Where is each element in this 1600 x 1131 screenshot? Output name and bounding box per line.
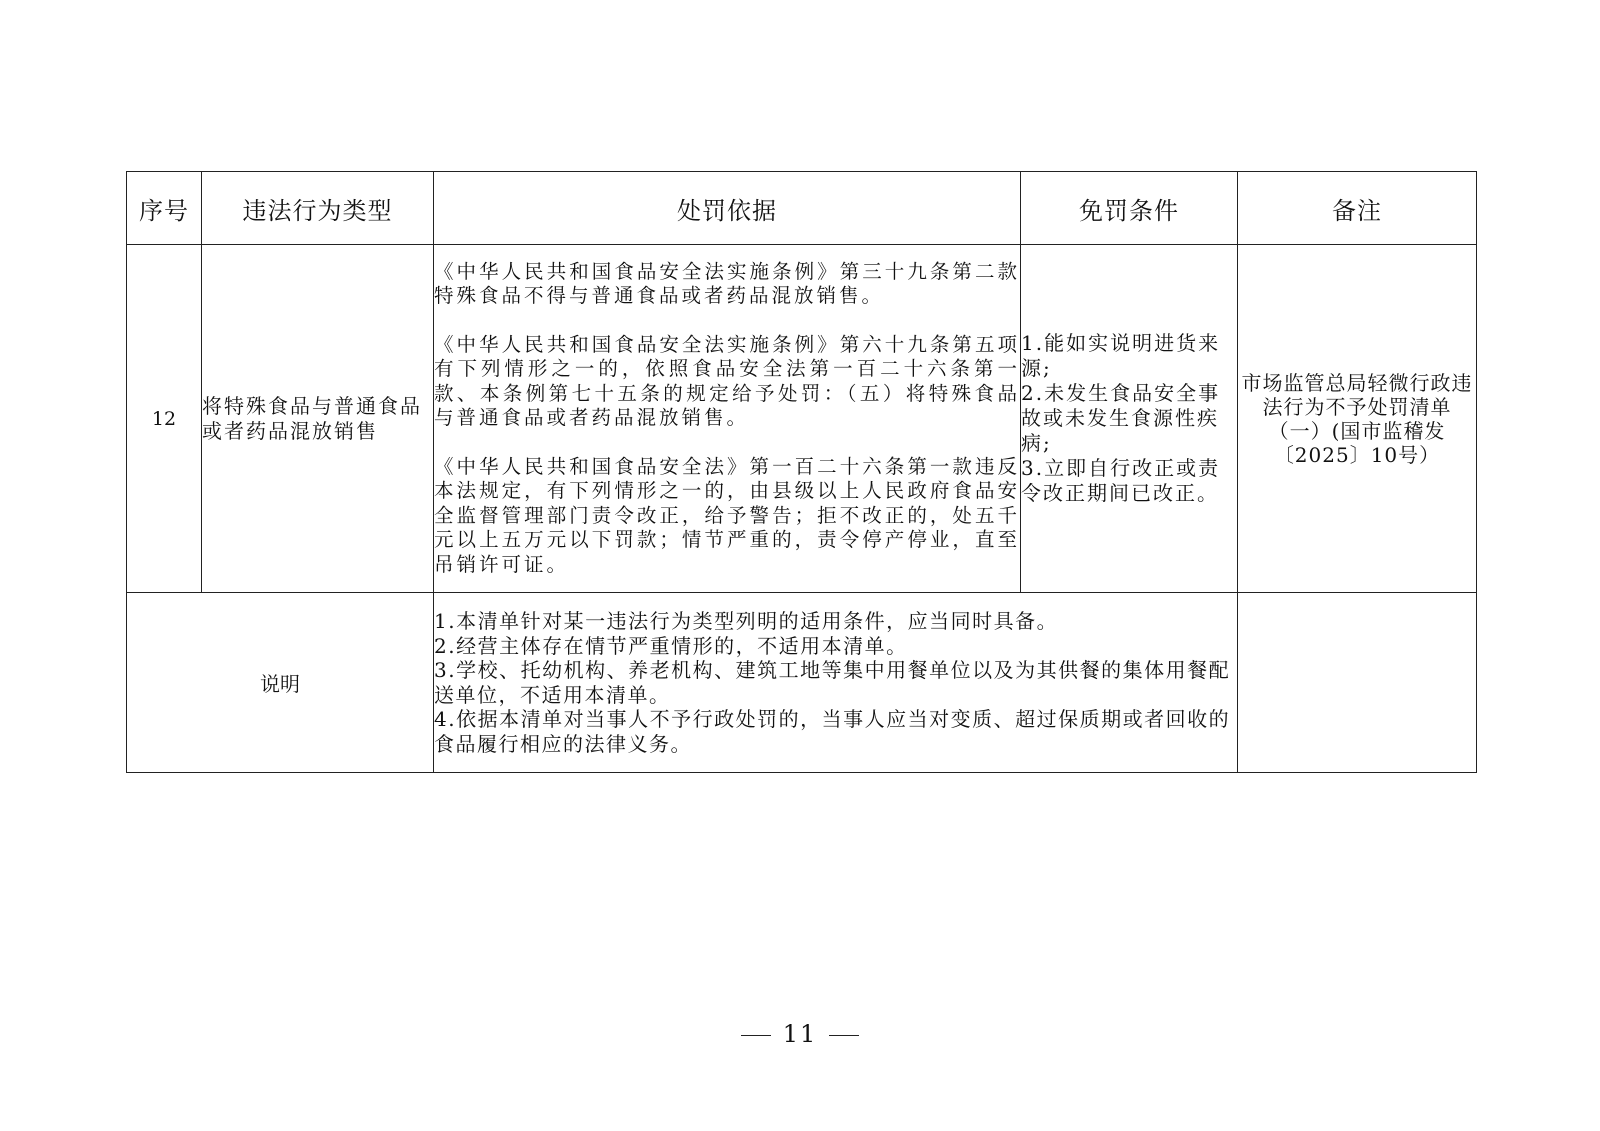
notes-label: 说明	[127, 593, 434, 773]
header-remark: 备注	[1238, 172, 1477, 245]
row-penalty-basis	[434, 245, 1021, 593]
note-item-3: 3.学校、托幼机构、养老机构、建筑工地等集中用餐单位以及为其供餐的集体用餐配送单位，不适用本清单。	[434, 658, 1231, 707]
row-remark: 市场监管总局轻微行政违法行为不予处罚清单（一）(国市监稽发〔2025〕10号）	[1238, 245, 1477, 593]
basis-paragraph-2: 《中华人民共和国食品安全法实施条例》第六十九条第五项有下列情形之一的，依照食品安全法第一百二十六条第一款、本条例第七十五条的规定给予处罚：（五）将特殊食品与普通食品或者药品混放销售。	[434, 332, 1020, 430]
row-exemption-conditions	[1021, 245, 1238, 593]
table-header-row	[127, 172, 1477, 245]
basis-paragraph-1: 《中华人民共和国食品安全法实施条例》第三十九条第二款特殊食品不得与普通食品或者药品混放销售。	[434, 259, 1020, 308]
note-item-1: 1.本清单针对某一违法行为类型列明的适用条件，应当同时具备。	[434, 609, 1059, 633]
header-violation-type: 违法行为类型	[202, 172, 434, 245]
dash-right-icon	[829, 1035, 859, 1037]
header-penalty-basis: 处罚依据	[434, 172, 1021, 245]
notes-empty-cell	[1238, 593, 1477, 773]
row-violation-type: 将特殊食品与普通食品或者药品混放销售	[202, 245, 434, 593]
row-seq: 12	[127, 245, 202, 593]
page-number-value: 11	[782, 1020, 818, 1048]
page-number	[0, 1020, 1600, 1048]
notes-content	[434, 593, 1238, 773]
header-exemption-condition: 免罚条件	[1021, 172, 1238, 245]
note-item-4: 4.依据本清单对当事人不予行政处罚的，当事人应当对变质、超过保质期或者回收的食品履行相应的法律义务。	[434, 707, 1231, 756]
condition-item-1: 1.能如实说明进货来源;	[1021, 331, 1221, 380]
note-item-2: 2.经营主体存在情节严重情形的，不适用本清单。	[434, 633, 908, 658]
condition-item-3: 3.立即自行改正或责令改正期间已改正。	[1021, 456, 1221, 505]
notes-row	[127, 593, 1477, 773]
header-seq: 序号	[127, 172, 202, 245]
table-row	[127, 245, 1477, 593]
basis-paragraph-3: 《中华人民共和国食品安全法》第一百二十六条第一款违反本法规定，有下列情形之一的，由县级以上人民政府食品安全监督管理部门责令改正，给予警告；拒不改正的，处五千元以上五万元以下罚款；情节严重的，责令停产停业，直至吊销许可证。	[434, 454, 1020, 576]
dash-left-icon	[741, 1035, 771, 1037]
penalty-exemption-table	[126, 171, 1477, 773]
condition-item-2: 2.未发生食品安全事故或未发生食源性疾病;	[1021, 381, 1221, 455]
